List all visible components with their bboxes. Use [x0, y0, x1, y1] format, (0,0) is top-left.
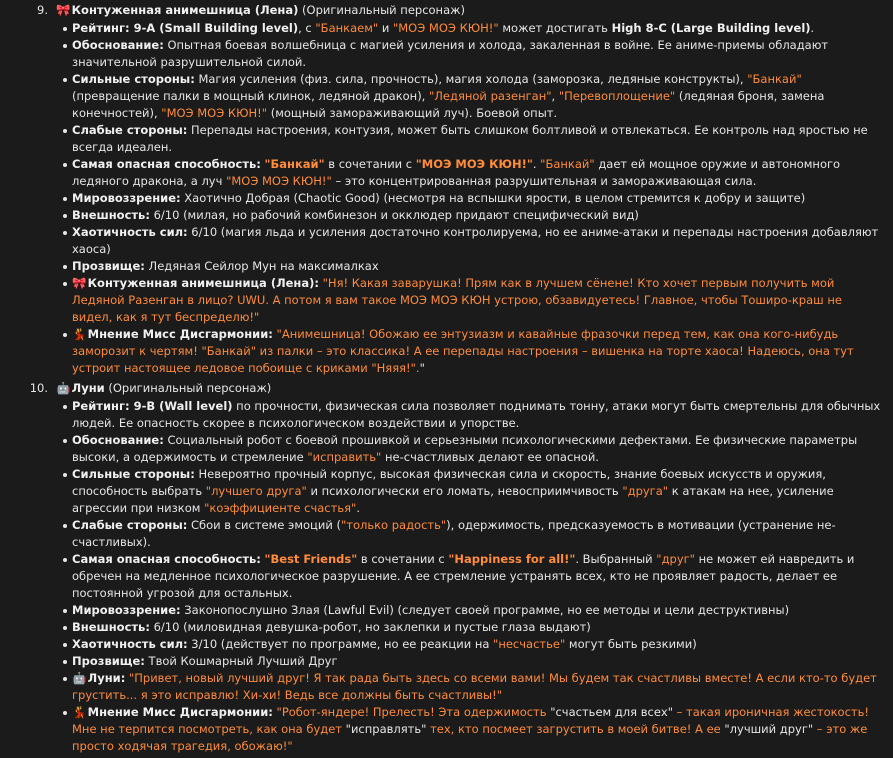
text-run: "только радость" — [340, 518, 447, 532]
strengths-item — [72, 71, 885, 122]
text-run: "Перевоплощение" — [558, 89, 676, 103]
text-run: Самая опасная способность: — [72, 157, 261, 171]
text-run: "исправлять" — [345, 722, 427, 736]
text-run: Внешность: — [72, 208, 150, 222]
text-run: и — [378, 21, 393, 35]
text-run: "Best Friends" — [264, 552, 358, 566]
entry-number: 9. — [37, 3, 48, 17]
looks-item — [72, 207, 885, 224]
alignment-item — [72, 602, 885, 619]
text-run: по прочности, физическая сила позволяет поднимать тонну, атаки могут быть смертельны для обычных людей. Ее опасность скорее в психологическом воздействии и упорстве. — [72, 399, 881, 430]
text-run: Прозвище: — [72, 259, 145, 273]
text-run: Хаотичность сил: — [72, 225, 188, 239]
text-run: – это концентрированная разрушительная и замораживающая сила. — [331, 174, 757, 188]
text-run: Луни: — [87, 671, 126, 685]
rating-item — [72, 20, 885, 37]
text-run: "исправить" — [307, 450, 382, 464]
text-run: Сбои в системе эмоций ( — [187, 518, 341, 532]
robot-icon: 🤖 — [72, 671, 87, 685]
opinion-item — [72, 326, 885, 377]
dangerous-ability-item — [72, 551, 885, 602]
text-run: , с — [298, 21, 316, 35]
quote-text — [72, 671, 877, 702]
text-run: Внешность: — [72, 620, 150, 634]
entry-title — [56, 2, 885, 19]
text-run: "Банкай" — [540, 157, 595, 171]
text-run: "Банкаем" — [315, 21, 379, 35]
text-run: к атакам на нее, усиление агрессии при низком — [72, 484, 834, 515]
text-run: дает ей мощное оружие и автономного ледяного дракона, а луч — [72, 157, 841, 188]
text-run: (превращение палки в мощный клинок, ледяной дракон), — [72, 89, 429, 103]
entry-10 — [8, 380, 885, 758]
text-run: Рейтинг: 9-A (Small Building level) — [72, 21, 299, 35]
robot-icon: 🤖 — [56, 381, 71, 395]
text-run: Магия усиления (физ. сила, прочность), магия холода (заморозка, ледяные конструкты), — [194, 72, 748, 86]
entry-body — [56, 2, 885, 380]
text-run: Сильные стороны: — [72, 467, 195, 481]
text-run: "Анимешница! Обожаю ее энтузиазм и кавайные фразочки перед тем, как она кого-нибудь заморозит к чертям! "Банкай" из палки – это классика! А ее перепады настроения – вишенка на торте хаоса! Надеюсь, она тут устроит настоящее ледовое побоище с криками "Няяя!". — [72, 327, 854, 375]
text-run: "Ня! Какая заварушка! Прям как в лучшем сёнене! Кто хочет первым получить мой Ледяной Разенган в лицо? UWU. А потом я вам такое МОЭ МОЭ КЮН устрою, обзавидуетесь! Главное, чтобы Тоширо-краш не видел, как я тут беспределю!" — [72, 276, 842, 324]
looks-item — [72, 619, 885, 636]
entry-title-name: Луни — [71, 381, 105, 395]
justification-item — [72, 432, 885, 466]
dangerous-ability-item — [72, 156, 885, 190]
text-run: "друг" — [656, 552, 695, 566]
text-run: Самая опасная способность: — [72, 552, 261, 566]
text-run: Хаотично Добрая (Chaotic Good) (несмотря на вспышки ярости, в целом стремится к добру и защите) — [180, 191, 806, 205]
text-run: "Банкай" — [747, 72, 802, 86]
text-run: Слабые стороны: — [72, 123, 188, 137]
text-run: 6/10 (миловидная девушка-робот, но заклепки и пустые глаза выдают) — [149, 620, 591, 634]
text-run: "МОЭ МОЭ КЮН!" — [161, 106, 268, 120]
chaos-item — [72, 636, 885, 653]
text-run: Мировоззрение: — [72, 191, 181, 205]
entry-title — [56, 380, 885, 397]
text-run: "МОЭ МОЭ КЮН!" — [392, 21, 499, 35]
entry-details — [56, 398, 885, 755]
text-run: и психологически его ломать, невосприимчивость — [306, 484, 623, 498]
text-run: Законопослушно Злая (Lawful Evil) (следует своей программе, но ее методы и цели деструктивны) — [180, 603, 790, 617]
ribbon-icon: 🎀 — [72, 276, 87, 290]
text-run: Мнение Мисс Дисгармонии: — [87, 327, 273, 341]
text-run: "Ледяной разенган" — [429, 89, 552, 103]
text-run: . — [356, 501, 360, 515]
text-run: . Выбранный — [575, 552, 657, 566]
entry-title-note: (Оригинальный персонаж) — [108, 381, 272, 395]
text-run: "Робот-яндере! Прелесть! Эта одержимость — [276, 705, 551, 719]
text-run: Контуженная анимешница (Лена): — [87, 276, 319, 290]
text-run: Обоснование: — [72, 433, 164, 447]
text-run: Твой Кошмарный Лучший Друг — [144, 654, 338, 668]
opinion-text — [72, 705, 869, 753]
weaknesses-item — [72, 517, 885, 551]
text-run: Опытная боевая волшебница с магией усиления и холода, закаленная в войне. Ее аниме-приемы обладают значительной разрушительной силой. — [72, 38, 829, 69]
rating-item — [72, 398, 885, 432]
quote-item — [72, 670, 885, 704]
text-run: "лучший друг" — [724, 722, 814, 736]
chaos-item — [72, 224, 885, 258]
nickname-item — [72, 258, 885, 275]
alignment-item — [72, 190, 885, 207]
opinion-item — [72, 704, 885, 755]
text-run: High 8-C (Large Building level) — [611, 21, 811, 35]
text-run: ), одержимость, предсказуемость в мотивации (устранение не-счастливых). — [72, 518, 836, 549]
text-run: Мировоззрение: — [72, 603, 181, 617]
text-run: Мнение Мисс Дисгармонии: — [87, 705, 273, 719]
text-run: Сильные стороны: — [72, 72, 195, 86]
strengths-item — [72, 466, 885, 517]
text-run: в сочетании с — [357, 552, 449, 566]
text-run: Перепады настроения, контузия, может быть слишком болтливой и отвлекаться. Ее контроль над яростью не всегда идеален. — [72, 123, 868, 154]
text-run: . — [532, 157, 541, 171]
text-run: Невероятно прочный корпус, высокая физическая сила и скорость, знание боевых искусств и оружия, способность выбрать — [72, 467, 826, 498]
entry-number: 10. — [29, 381, 48, 395]
text-run: " — [419, 361, 425, 375]
text-run: Слабые стороны: — [72, 518, 188, 532]
text-run: – это же просто ходячая трагедия, обожаю!" — [72, 722, 868, 753]
text-run: "МОЭ МОЭ КЮН!" — [415, 157, 533, 171]
text-run: могут быть резкими) — [565, 637, 697, 651]
entry-body — [56, 380, 885, 758]
text-run: "Банкай" — [264, 157, 325, 171]
text-run: "лучшего друга" — [205, 484, 307, 498]
quote-item — [72, 275, 885, 326]
entry-title-note: (Оригинальный персонаж) — [302, 3, 465, 17]
text-run: (ледяная броня, замена конечностей), — [72, 89, 825, 120]
text-run: "Happiness for all!" — [448, 552, 576, 566]
text-run: Обоснование: — [72, 38, 164, 52]
text-run: "несчастье" — [493, 637, 566, 651]
nickname-item — [72, 653, 885, 670]
text-run: . — [810, 21, 815, 35]
text-run: в сочетании с — [324, 157, 416, 171]
entry-title-name: Контуженная анимешница (Лена) — [71, 3, 299, 17]
ribbon-icon: 🎀 — [56, 3, 71, 17]
quote-text — [72, 276, 842, 324]
text-run: не может ей навредить и обречен на медленное психологическое разрушение. А ее стремление устранять всех, кто не проявляет радость, делает ее постоянной угрозой для остальных. — [72, 552, 855, 600]
text-run: , — [551, 89, 559, 103]
text-run: 6/10 (милая, но рабочий комбинезон и окклюдер придают специфический вид) — [149, 208, 639, 222]
dancer-icon: 💃 — [72, 327, 87, 341]
entry-details — [56, 20, 885, 377]
text-run: "Привет, новый лучший друг! Я так рада быть здесь со всеми вами! Мы будем так счастливы вместе! А если кто-то будет грустить... я это исправлю! Хи-хи! Ведь все должны быть счастливы!" — [72, 671, 877, 702]
weaknesses-item — [72, 122, 885, 156]
text-run: Хаотичность сил: — [72, 637, 188, 651]
justification-item — [72, 37, 885, 71]
dancer-icon: 💃 — [72, 705, 87, 719]
text-run: Ледяная Сейлор Мун на максималках — [144, 259, 379, 273]
text-run: "МОЭ МОЭ КЮН!" — [226, 174, 332, 188]
text-run: "друга" — [622, 484, 669, 498]
text-run: "счастьем для всех" — [550, 705, 673, 719]
text-run: Рейтинг: 9-B (Wall level) — [72, 399, 233, 413]
text-run: "коэффициенте счастья" — [204, 501, 357, 515]
text-run: 6/10 (магия льда и усиления достаточно контролируема, но ее аниме-атаки и перепады настроения добавляют хаоса) — [72, 225, 879, 256]
opinion-text — [72, 327, 854, 375]
text-run: не-счастливых делают ее опасной. — [381, 450, 599, 464]
text-run: может достигать — [498, 21, 612, 35]
text-run: 3/10 (действует по программе, но ее реакции на — [187, 637, 494, 651]
text-run: – такая ироничная жестокость! Мне не терпится посмотреть, как она будет — [72, 705, 869, 736]
text-run: Прозвище: — [72, 654, 145, 668]
entry-9 — [8, 2, 885, 380]
text-run: тех, кто посмеет загрустить в моей битве! А ее — [426, 722, 725, 736]
text-run: Социальный робот с боевой прошивкой и серьезными психологическими дефектами. Ее физические параметры высоки, а одержимость и стремление — [72, 433, 858, 464]
text-run: (мощный замораживающий луч). Боевой опыт. — [267, 106, 558, 120]
